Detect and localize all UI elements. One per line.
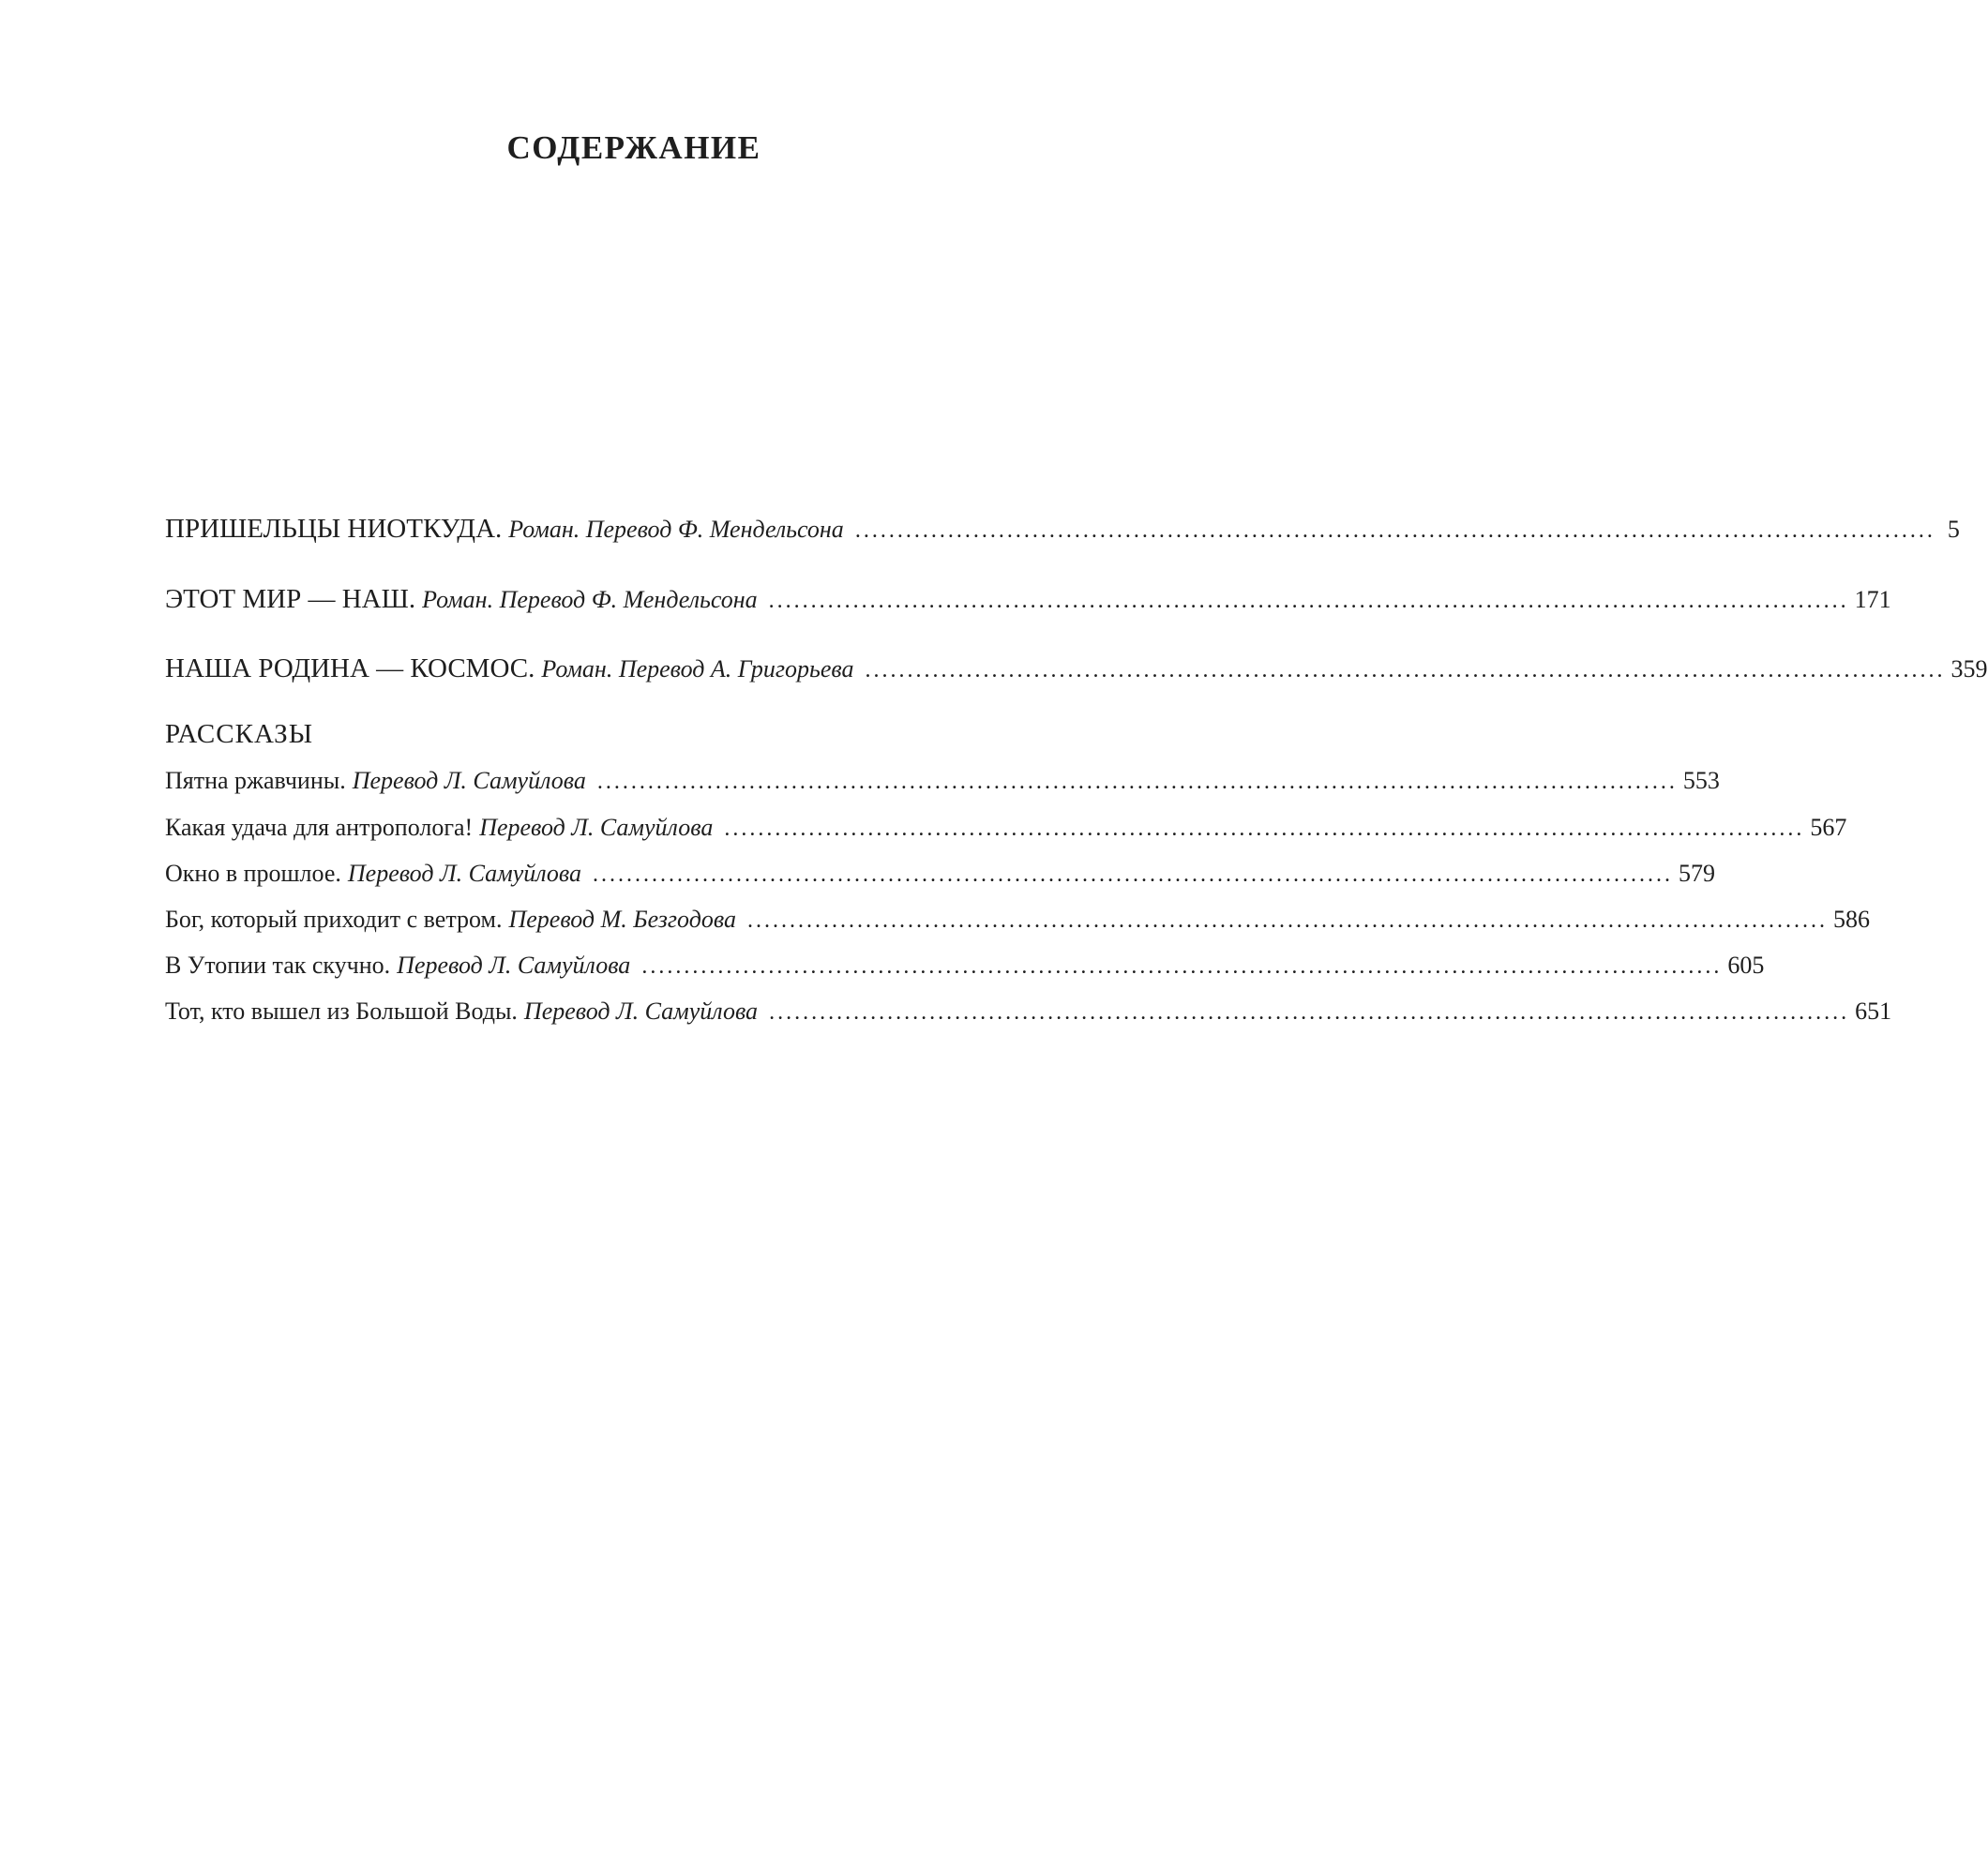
entry-title: В Утопии так скучно. — [165, 952, 391, 979]
page-number: 553 — [1682, 767, 1720, 794]
page-number: 171 — [1854, 586, 1891, 613]
entry-description: Роман. Перевод А. Григорьева — [541, 655, 854, 682]
toc-entry — [165, 906, 1870, 934]
dot-leader: ................................................................................................................................ — [724, 817, 1805, 841]
dot-leader: ................................................................................................................................ — [593, 862, 1674, 887]
dot-leader: ................................................................................................................................ — [865, 658, 1946, 682]
page-number: 586 — [1832, 906, 1870, 933]
toc-entry — [165, 514, 1960, 545]
entry-title: Бог, который приходит с ветром. — [165, 906, 503, 933]
page-title: СОДЕРЖАНИЕ — [506, 129, 761, 166]
page-number: 579 — [1679, 860, 1716, 887]
toc-entry — [165, 653, 1988, 684]
dot-leader: ................................................................................................................................ — [854, 518, 1935, 543]
dot-leader: ................................................................................................................................ — [596, 770, 1678, 794]
page-number: 651 — [1855, 998, 1892, 1025]
section-heading-stories: РАССКАЗЫ — [165, 719, 313, 749]
toc-entry — [165, 860, 1716, 888]
toc-entry — [165, 952, 1765, 980]
page-number: 359 — [1950, 655, 1988, 682]
page-number: 567 — [1810, 814, 1847, 841]
toc-entry — [165, 767, 1720, 795]
entry-title: Пятна ржавчины. — [165, 767, 346, 794]
page-number: 605 — [1727, 952, 1765, 979]
entry-title: Тот, кто вышел из Большой Воды. — [165, 998, 518, 1025]
entry-description: Перевод Л. Самуйлова — [352, 767, 586, 794]
entry-description: Перевод Л. Самуйлова — [397, 952, 631, 979]
entry-title: Какая удача для антрополога! — [165, 814, 474, 841]
toc-entry — [165, 998, 1892, 1026]
dot-leader: ................................................................................................................................ — [768, 589, 1849, 613]
entry-description: Перевод Л. Самуйлова — [523, 998, 759, 1025]
toc-entry — [165, 814, 1847, 842]
dot-leader: ................................................................................................................................ — [746, 908, 1828, 933]
entry-title: ЭТОТ МИР — НАШ. — [165, 584, 416, 614]
entry-title: Окно в прошлое. — [165, 860, 341, 887]
toc-entry — [165, 584, 1891, 615]
entry-title: НАША РОДИНА — КОСМОС. — [165, 653, 535, 683]
dot-leader: ................................................................................................................................ — [769, 1000, 1850, 1025]
entry-description: Перевод М. Безгодова — [508, 906, 736, 933]
dot-leader: ................................................................................................................................ — [641, 954, 1723, 979]
entry-title: ПРИШЕЛЬЦЫ НИОТКУДА. — [165, 514, 503, 544]
entry-description: Роман. Перевод Ф. Мендельсона — [422, 586, 758, 613]
entry-description: Роман. Перевод Ф. Мендельсона — [508, 516, 844, 543]
entry-description: Перевод Л. Самуйлова — [479, 814, 714, 841]
entry-description: Перевод Л. Самуйлова — [347, 860, 582, 887]
page-number: 5 — [1947, 516, 1960, 543]
